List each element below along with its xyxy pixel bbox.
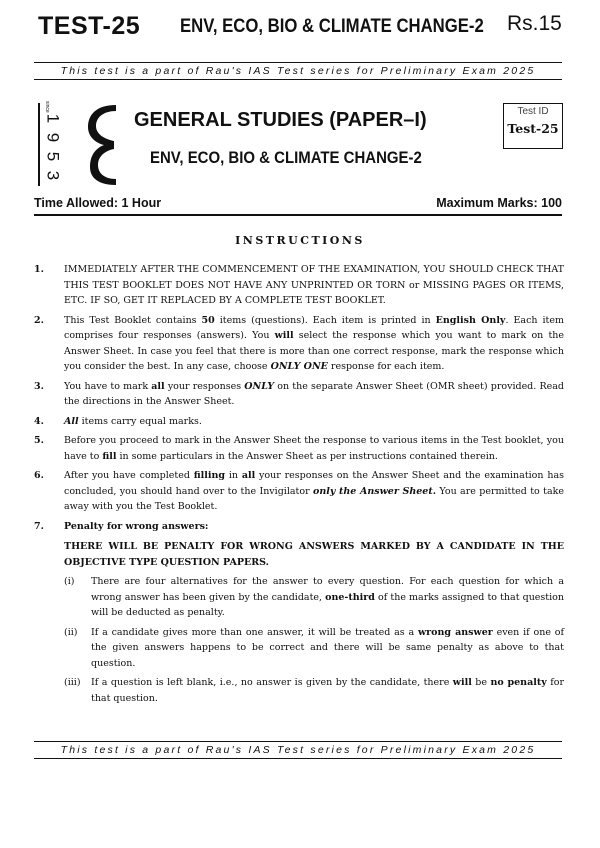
paper-title: GENERAL STUDIES (PAPER–I) xyxy=(134,109,427,131)
penalty-statement: THERE WILL BE PENALTY FOR WRONG ANSWERS MARKED BY A CANDIDATE IN THE OBJECTIVE TYPE QUESTION PAPERS. xyxy=(64,541,564,568)
instructions-list xyxy=(34,262,564,710)
logo-digit: 1 xyxy=(43,113,63,124)
logo-emblem-icon xyxy=(86,101,120,187)
penalty-subitem xyxy=(64,574,564,621)
instruction-item xyxy=(34,379,564,410)
penalty-subitem xyxy=(64,675,564,706)
institute-logo xyxy=(38,103,76,186)
item-text: Before you proceed to mark in the Answer Sheet the response to various items in the Test booklet, you have to fill in some particulars in the Answer Sheet as per instructions contained therein. xyxy=(64,435,564,462)
series-banner-top: This test is a part of Rau's IAS Test series for Preliminary Exam 2025 xyxy=(34,62,562,80)
item-text: IMMEDIATELY AFTER THE COMMENCEMENT OF THE EXAMINATION, YOU SHOULD CHECK THAT THIS TEST BOOKLET DOES NOT HAVE ANY UNPRINTED OR TORN or MISSING PAGES OR ITEMS, ETC. IF SO, GET IT REPLACED BY A COMPLETE TEST BOOKLET. xyxy=(64,264,564,306)
item-text: Penalty for wrong answers: xyxy=(64,520,209,532)
item-text: This Test Booklet contains 50 items (questions). Each item is printed in English Only. Each item comprises four responses (answers). You will select the response which you want to mark on the Answer Sheet. In case you feel that there is more than one correct response, mark the response which you consider the best. In any case, choose ONLY ONE response for each item. xyxy=(64,314,565,372)
instruction-item xyxy=(34,313,564,375)
paper-subtitle: ENV, ECO, BIO & CLIMATE CHANGE-2 xyxy=(150,148,422,167)
item-text: You have to mark all your responses ONLY on the separate Answer Sheet (OMR sheet) provided. Read the directions in the Answer Sheet. xyxy=(64,380,564,407)
maximum-marks: Maximum Marks: 100 xyxy=(436,196,562,210)
time-allowed: Time Allowed: 1 Hour xyxy=(34,196,162,210)
instructions-heading: INSTRUCTIONS xyxy=(235,234,365,247)
subitem-text: There are four alternatives for the answer to every question. For each question for which a wrong answer has been given by the candidate, one-third of the marks assigned to that question will be deducted as penalty. xyxy=(91,576,564,618)
subitem-number: (ii) xyxy=(64,626,78,638)
subitem-number: (i) xyxy=(64,576,75,587)
item-number: 1. xyxy=(34,264,44,275)
item-number: 6. xyxy=(34,470,44,481)
logo-digit: 5 xyxy=(43,151,63,162)
logo-digit: 3 xyxy=(43,170,63,181)
divider xyxy=(34,214,562,216)
test-id-label: Test ID xyxy=(517,106,549,117)
instruction-item xyxy=(34,414,564,430)
price: Rs.15 xyxy=(507,12,562,35)
item-number: 3. xyxy=(34,380,44,392)
penalty-subitem xyxy=(64,625,564,672)
instruction-item xyxy=(34,433,564,464)
subitem-text: If a question is left blank, i.e., no answer is given by the candidate, there will be no penalty for that question. xyxy=(91,677,564,704)
item-number: 2. xyxy=(34,314,44,326)
test-number: TEST-25 xyxy=(38,12,141,40)
test-id-value: Test-25 xyxy=(507,121,559,136)
item-number: 4. xyxy=(34,415,44,427)
subitem-text: If a candidate gives more than one answer, it will be treated as a wrong answer even if one of the given answers happens to be correct and there will be same penalty as above to that question. xyxy=(91,626,564,669)
item-text: All items carry equal marks. xyxy=(64,415,202,427)
item-number: 5. xyxy=(34,435,44,446)
header-subject: ENV, ECO, BIO & CLIMATE CHANGE-2 xyxy=(180,16,484,37)
subitem-number: (iii) xyxy=(64,677,81,688)
instruction-item xyxy=(34,262,564,309)
instruction-item xyxy=(34,468,564,515)
logo-year xyxy=(43,109,63,185)
test-id-box xyxy=(503,103,563,149)
logo-digit: 9 xyxy=(43,132,63,143)
logo-since: since xyxy=(44,101,50,113)
series-banner-bottom: This test is a part of Rau's IAS Test series for Preliminary Exam 2025 xyxy=(34,741,562,759)
item-number: 7. xyxy=(34,520,44,532)
item-text: After you have completed filling in all your responses on the Answer Sheet and the examination has concluded, you should hand over to the Invigilator only the Answer Sheet. You are permitted to take away with you the Test Booklet. xyxy=(64,470,564,512)
instruction-item xyxy=(34,519,564,535)
